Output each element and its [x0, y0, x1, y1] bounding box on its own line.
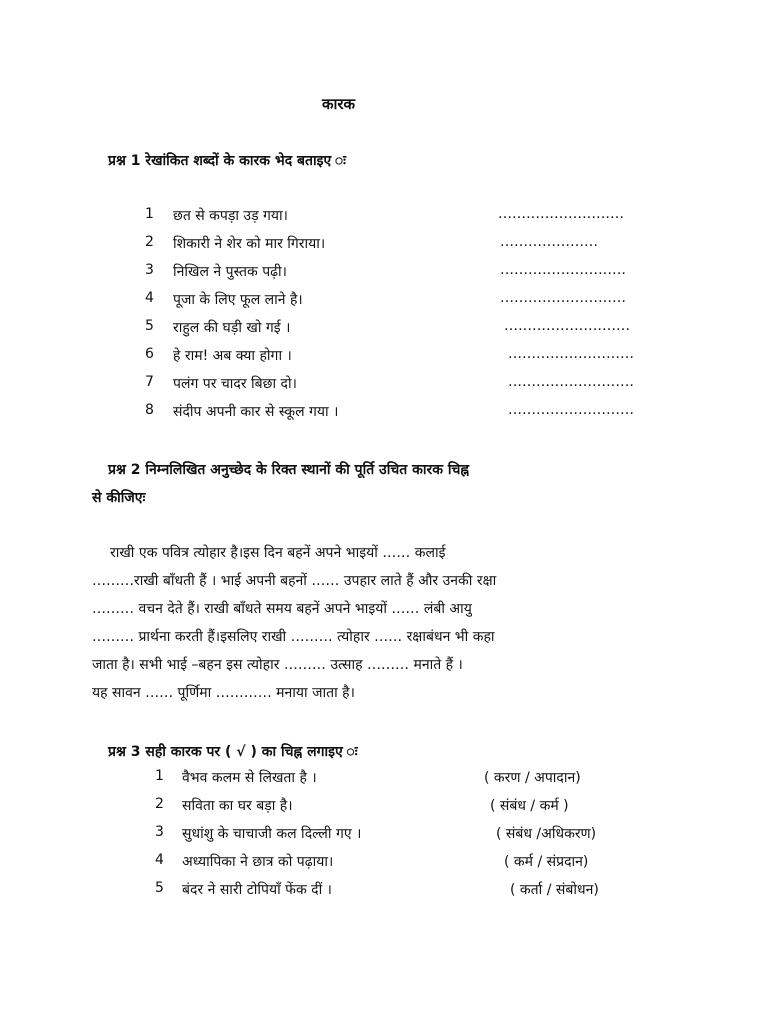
- item-number: 3: [145, 262, 154, 278]
- item-sentence: अध्यापिका ने छात्र को पढ़ाया।: [182, 854, 334, 870]
- paragraph-line: ……… प्रार्थना करती हैं।इसलिए राखी ……… त्योहार …… रक्षाबंधन भी कहा: [92, 629, 495, 645]
- item-sentence: संदीप अपनी कार से स्कूल गया ।: [173, 404, 339, 420]
- item-number: 5: [155, 880, 164, 896]
- item-sentence: छत से कपड़ा उड़ गया।: [173, 208, 288, 224]
- item-number: 2: [155, 796, 164, 812]
- item-number: 4: [145, 290, 154, 306]
- question-3-heading: प्रश्न 3 सही कारक पर ( √ ) का चिह्न लगाइए ः: [108, 744, 358, 760]
- item-number: 6: [145, 346, 154, 362]
- item-number: 1: [155, 768, 164, 784]
- answer-options: ( कर्ता / संबोधन): [510, 882, 599, 898]
- paragraph-line: ………राखी बाँधती हैं । भाई अपनी बहनों …… उपहार लाते हैं और उनकी रक्षा: [92, 573, 497, 589]
- answer-blank: ………………………: [508, 374, 634, 390]
- paragraph-line: राखी एक पवित्र त्योहार है।इस दिन बहनें अपने भाइयों …… कलाई: [110, 545, 446, 561]
- item-number: 5: [145, 318, 154, 334]
- question-1-heading: प्रश्न 1 रेखांकित शब्दों के कारक भेद बताइए ः: [108, 153, 347, 169]
- item-sentence: सविता का घर बड़ा है।: [182, 798, 293, 814]
- answer-blank: ………………………: [500, 290, 626, 306]
- paragraph-line: जाता है। सभी भाई –बहन इस त्योहार ……… उत्साह ……… मनाते हैं ।: [92, 657, 463, 673]
- answer-options: ( कर्म / संप्रदान): [504, 854, 589, 870]
- item-number: 4: [155, 852, 164, 868]
- item-sentence: पलंग पर चादर बिछा दो।: [173, 376, 297, 392]
- item-sentence: बंदर ने सारी टोपियाँ फेंक दीं ।: [182, 882, 332, 898]
- item-sentence: हे राम! अब क्या होगा ।: [173, 348, 292, 364]
- worksheet-title: कारक: [322, 95, 356, 113]
- paragraph-line: यह सावन …… पूर्णिमा ………… मनाया जाता है।: [92, 685, 355, 701]
- answer-blank: ………………………: [508, 402, 634, 418]
- paragraph-line: ……… वचन देते हैं। राखी बाँधते समय बहनें अपने भाइयों …… लंबी आयु: [92, 601, 472, 617]
- item-number: 7: [145, 374, 154, 390]
- answer-options: ( संबंध /अधिकरण): [496, 826, 597, 842]
- answer-blank: …………………: [500, 234, 598, 250]
- answer-options: ( करण / अपादान): [484, 770, 581, 786]
- item-number: 2: [145, 234, 154, 250]
- answer-blank: ………………………: [508, 346, 634, 362]
- item-sentence: निखिल ने पुस्तक पढ़ी।: [173, 264, 287, 280]
- item-sentence: वैभव कलम से लिखता है ।: [182, 770, 317, 786]
- answer-blank: ………………………: [498, 206, 624, 222]
- item-number: 8: [145, 402, 154, 418]
- item-sentence: पूजा के लिए फूल लाने है।: [173, 292, 303, 308]
- item-sentence: शिकारी ने शेर को मार गिराया।: [173, 236, 326, 252]
- question-2-heading-continued: से कीजिएः: [92, 490, 146, 506]
- answer-blank: ………………………: [500, 262, 626, 278]
- answer-blank: ………………………: [504, 318, 630, 334]
- answer-options: ( संबंध / कर्म ): [490, 798, 569, 814]
- item-number: 1: [145, 206, 154, 222]
- question-2-heading: प्रश्न 2 निम्नलिखित अनुच्छेद के रिक्त स्थानों की पूर्ति उचित कारक चिह्न: [108, 462, 470, 478]
- item-sentence: राहुल की घड़ी खो गई ।: [173, 320, 291, 336]
- item-number: 3: [155, 824, 164, 840]
- item-sentence: सुधांशु के चाचाजी कल दिल्ली गए ।: [182, 826, 362, 842]
